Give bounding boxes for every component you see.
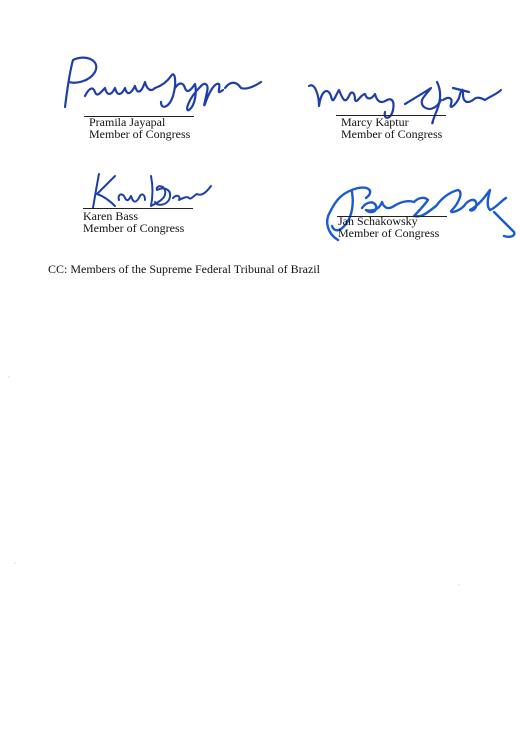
signatory-name: Jan Schakowsky (338, 214, 418, 228)
signatory-title: Member of Congress (83, 221, 185, 235)
signatory-name: Marcy Kaptur (341, 115, 409, 129)
signatory-title: Member of Congress (89, 127, 191, 141)
scan-speck (14, 562, 16, 564)
signatory-title: Member of Congress (338, 226, 440, 240)
cc-line: CC: Members of the Supreme Federal Tribunal of Brazil (48, 262, 320, 276)
handwritten-signature-jayapal (55, 52, 265, 122)
scan-speck (8, 376, 10, 378)
signatory-title: Member of Congress (341, 127, 443, 141)
signatory-name: Karen Bass (83, 209, 138, 223)
signatory-name: Pramila Jayapal (89, 115, 166, 129)
scan-speck (458, 584, 460, 586)
handwritten-signature-bass (85, 168, 215, 212)
